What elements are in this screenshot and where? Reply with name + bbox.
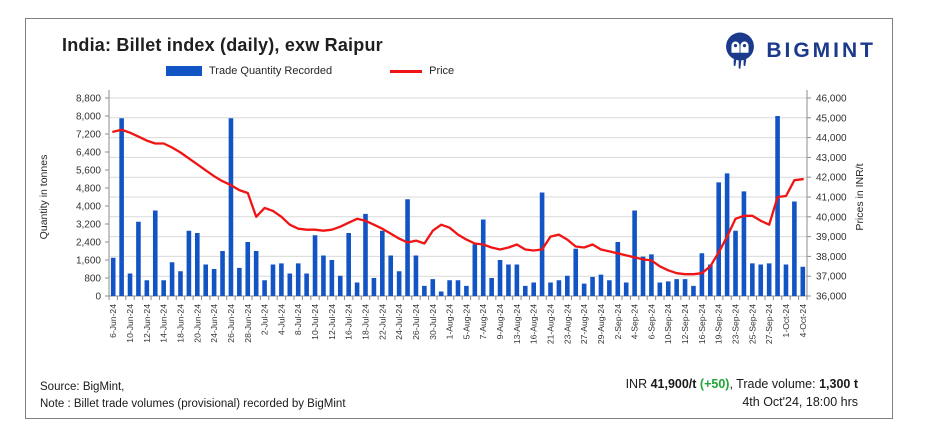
svg-text:16-Aug-24: 16-Aug-24	[528, 304, 539, 345]
bar	[716, 182, 721, 296]
bar	[330, 260, 335, 296]
svg-text:25-Sep-24: 25-Sep-24	[747, 304, 758, 345]
bar	[666, 281, 671, 296]
svg-text:10-Jul-24: 10-Jul-24	[310, 304, 321, 340]
bar	[683, 279, 688, 296]
svg-text:0: 0	[95, 291, 101, 303]
svg-text:22-Jul-24: 22-Jul-24	[377, 304, 388, 340]
bar	[237, 268, 242, 296]
svg-text:18-Jun-24: 18-Jun-24	[175, 304, 186, 343]
bar	[153, 211, 158, 297]
bar	[489, 278, 494, 296]
bar	[750, 263, 755, 296]
svg-text:43,000: 43,000	[816, 152, 847, 164]
bar	[321, 256, 326, 297]
svg-text:5-Aug-24: 5-Aug-24	[461, 304, 472, 340]
bar	[422, 286, 427, 296]
bar	[523, 286, 528, 296]
bar	[203, 265, 208, 297]
quote-volume: 1,300 t	[819, 377, 858, 391]
svg-text:10-Sep-24: 10-Sep-24	[663, 304, 674, 345]
svg-text:6-Sep-24: 6-Sep-24	[646, 304, 657, 340]
bar	[742, 191, 747, 296]
bar	[439, 292, 444, 297]
bar	[372, 278, 377, 296]
bar	[363, 214, 368, 296]
quote-line1: INR 41,900/t (+50), Trade volume: 1,300 t	[625, 377, 858, 391]
svg-text:12-Sep-24: 12-Sep-24	[680, 304, 691, 345]
bar	[733, 231, 738, 296]
bar	[304, 274, 309, 297]
svg-text:7,200: 7,200	[75, 129, 101, 141]
latest-quote	[626, 375, 858, 411]
chart-frame	[25, 18, 893, 419]
bar	[515, 265, 520, 297]
svg-text:23-Sep-24: 23-Sep-24	[730, 304, 741, 345]
note-line: Note : Billet trade volumes (provisional) recorded by BigMint	[40, 398, 346, 410]
bar	[506, 265, 511, 297]
svg-text:44,000: 44,000	[816, 133, 847, 145]
svg-text:40,000: 40,000	[816, 212, 847, 224]
svg-text:18-Jul-24: 18-Jul-24	[360, 304, 371, 340]
bar	[624, 283, 629, 297]
bar	[145, 280, 150, 296]
bar	[607, 280, 612, 296]
bar	[531, 283, 536, 297]
bar	[271, 265, 276, 297]
svg-text:4,800: 4,800	[75, 183, 101, 195]
svg-text:16-Jul-24: 16-Jul-24	[343, 304, 354, 340]
svg-text:21-Aug-24: 21-Aug-24	[545, 304, 556, 345]
bar	[414, 256, 419, 297]
svg-text:45,000: 45,000	[816, 113, 847, 125]
svg-text:29-Aug-24: 29-Aug-24	[595, 304, 606, 345]
svg-text:10-Jun-24: 10-Jun-24	[125, 304, 136, 343]
bar	[136, 222, 141, 296]
bar	[557, 280, 562, 296]
svg-text:19-Sep-24: 19-Sep-24	[713, 304, 724, 345]
svg-text:6,400: 6,400	[75, 147, 101, 159]
svg-text:1-Aug-24: 1-Aug-24	[444, 304, 455, 340]
bar	[767, 263, 772, 296]
svg-text:4-Jul-24: 4-Jul-24	[276, 304, 287, 336]
svg-text:14-Jun-24: 14-Jun-24	[158, 304, 169, 343]
bar	[800, 267, 805, 296]
bar	[262, 280, 267, 296]
bar	[691, 286, 696, 296]
svg-text:2,400: 2,400	[75, 237, 101, 249]
svg-text:28-Jun-24: 28-Jun-24	[242, 304, 253, 343]
svg-text:27-Sep-24: 27-Sep-24	[764, 304, 775, 345]
svg-text:24-Jul-24: 24-Jul-24	[394, 304, 405, 340]
bar	[590, 277, 595, 296]
bar	[170, 262, 175, 296]
svg-text:41,000: 41,000	[816, 192, 847, 204]
bar	[498, 260, 503, 296]
svg-text:36,000: 36,000	[816, 291, 847, 303]
svg-text:20-Jun-24: 20-Jun-24	[192, 304, 203, 343]
bar	[792, 202, 797, 297]
bar	[658, 283, 663, 297]
bar	[784, 265, 789, 297]
quote-change: (+50)	[696, 377, 730, 391]
legend-label: Price	[429, 65, 455, 77]
bar	[758, 265, 763, 297]
bar	[708, 265, 713, 297]
quote-price: 41,900/t	[650, 377, 697, 391]
svg-text:13-Aug-24: 13-Aug-24	[511, 303, 522, 345]
svg-text:800: 800	[84, 273, 101, 285]
bar	[380, 231, 385, 296]
bar	[674, 279, 679, 296]
bar	[582, 284, 587, 296]
chart-title: India: Billet index (daily), exw Raipur	[62, 35, 383, 55]
bar	[641, 257, 646, 296]
svg-text:42,000: 42,000	[816, 172, 847, 184]
svg-text:16-Sep-24: 16-Sep-24	[696, 304, 707, 345]
bar	[119, 118, 124, 296]
bar	[456, 280, 461, 296]
bar	[279, 263, 284, 296]
bar	[599, 275, 604, 296]
left-axis-labels	[76, 94, 109, 303]
bar	[178, 271, 183, 296]
right-axis-labels	[807, 94, 847, 303]
bar	[355, 283, 360, 297]
bar	[573, 249, 578, 296]
legend-label: Trade Quantity Recorded	[209, 65, 333, 77]
svg-text:23-Aug-24: 23-Aug-24	[562, 304, 573, 345]
bar	[313, 235, 318, 296]
bar	[195, 233, 200, 296]
svg-text:39,000: 39,000	[816, 232, 847, 244]
svg-text:27-Aug-24: 27-Aug-24	[579, 304, 590, 345]
svg-text:8,000: 8,000	[75, 111, 101, 123]
svg-text:37,000: 37,000	[816, 271, 847, 283]
bar	[187, 231, 192, 296]
source-line: Source: BigMint,	[40, 381, 125, 393]
quote-line2: 4th Oct'24, 18:00 hrs	[742, 395, 858, 409]
x-axis-labels	[108, 304, 808, 344]
price-line	[113, 130, 803, 275]
svg-text:2-Sep-24: 2-Sep-24	[612, 304, 623, 340]
svg-text:8,800: 8,800	[75, 93, 101, 105]
x-axis-ticks	[109, 296, 807, 300]
bar	[296, 263, 301, 296]
svg-text:4,000: 4,000	[75, 201, 101, 213]
bar	[220, 251, 225, 296]
bar	[346, 233, 351, 296]
bar	[615, 242, 620, 296]
bar	[229, 118, 234, 296]
svg-text:24-Jun-24: 24-Jun-24	[209, 304, 220, 343]
bar	[447, 280, 452, 296]
bar	[388, 256, 393, 297]
svg-text:30-Jul-24: 30-Jul-24	[427, 304, 438, 340]
svg-text:12-Jun-24: 12-Jun-24	[141, 304, 152, 343]
bar	[540, 193, 545, 297]
bar	[212, 269, 217, 296]
svg-text:38,000: 38,000	[816, 251, 847, 263]
bar	[405, 199, 410, 296]
svg-text:8-Jul-24: 8-Jul-24	[293, 304, 304, 336]
left-axis-title: Quantity in tonnes	[38, 154, 50, 240]
svg-text:9-Aug-24: 9-Aug-24	[495, 304, 506, 340]
svg-text:12-Jul-24: 12-Jul-24	[326, 304, 337, 340]
svg-text:4-Sep-24: 4-Sep-24	[629, 304, 640, 340]
svg-text:6-Jun-24: 6-Jun-24	[108, 304, 119, 338]
bar	[464, 286, 469, 296]
bar	[481, 220, 486, 297]
svg-text:26-Jun-24: 26-Jun-24	[225, 304, 236, 343]
svg-text:1-Oct-24: 1-Oct-24	[780, 304, 791, 338]
svg-text:1,600: 1,600	[75, 255, 101, 267]
svg-text:4-Oct-24: 4-Oct-24	[797, 304, 808, 338]
svg-text:46,000: 46,000	[816, 93, 847, 105]
svg-text:2-Jul-24: 2-Jul-24	[259, 304, 270, 336]
svg-text:26-Jul-24: 26-Jul-24	[410, 304, 421, 340]
bar	[473, 244, 478, 296]
bar	[430, 279, 435, 296]
bar	[565, 276, 570, 296]
bar	[632, 211, 637, 297]
svg-text:3,200: 3,200	[75, 219, 101, 231]
bar	[161, 280, 166, 296]
chart-plot	[27, 20, 893, 419]
bar	[548, 283, 553, 297]
bar	[288, 274, 293, 297]
bar	[700, 253, 705, 296]
bigmint-logo-text: BIGMINT	[766, 39, 876, 62]
trade-quantity-bars	[111, 116, 805, 296]
bar	[338, 276, 343, 296]
bar	[111, 258, 116, 296]
bar	[245, 242, 250, 296]
svg-text:7-Aug-24: 7-Aug-24	[478, 304, 489, 340]
right-axis-title: Prices in INR/t	[854, 163, 866, 231]
bar	[397, 271, 402, 296]
source-notes	[40, 379, 346, 413]
bar	[254, 251, 259, 296]
bar	[128, 274, 133, 297]
svg-text:5,600: 5,600	[75, 165, 101, 177]
